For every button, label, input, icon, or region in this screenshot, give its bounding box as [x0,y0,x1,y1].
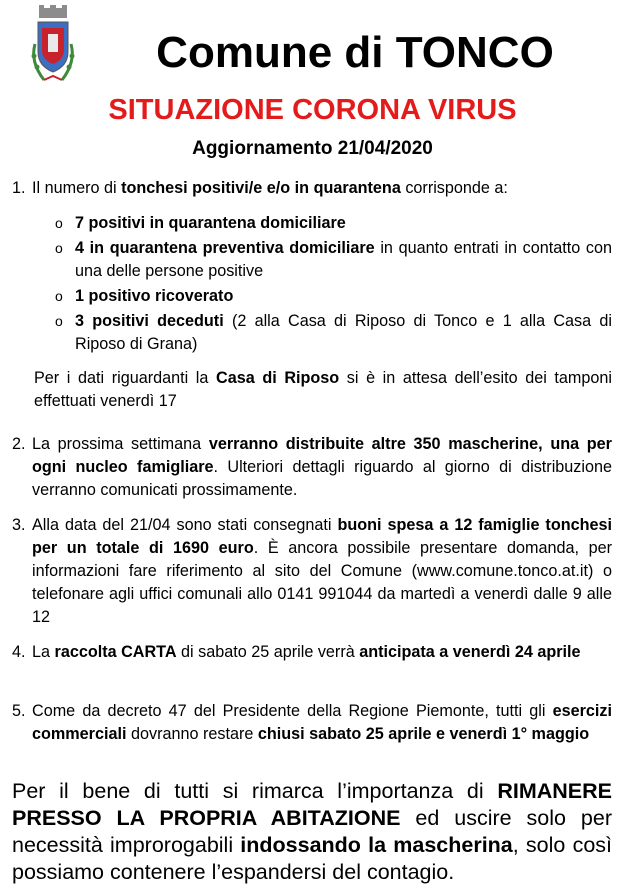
list-item-4 [12,641,612,664]
item-text: Alla data del 21/04 sono stati consegnati buoni spesa a 12 famiglie tonchesi per un totale di 1690 euro. È ancora possibile presentare domanda, per informazioni fare riferimento al sito del Comune (www.comune.tonco.at.it) o telefonare agli uffici comunali allo 0141 991044 da martedì a venerdì dalle 9 alle 12 [32,516,612,626]
positives-bullet-list [55,212,612,358]
update-date: Aggiornamento 21/04/2020 [192,138,433,159]
circle-bullet-icon: o [55,288,63,304]
list-item-2 [12,433,612,502]
item-number: 3. [12,516,26,534]
item-text: Il numero di tonchesi positivi/e e/o in quarantena corrisponde a: [32,179,508,197]
item-text: Come da decreto 47 del Presidente della Regione Piemonte, tutti gli esercizi commerciali dovranno restare chiusi sabato 25 aprile e venerdì 1° maggio [32,702,612,743]
item-number: 4. [12,643,26,661]
item-text: La prossima settimana verranno distribuite altre 350 mascherine, una per ogni nucleo famigliare. Ulteriori dettagli riguardo al giorno di distribuzione verranno comunicati prossimamente. [32,435,612,499]
closing-paragraph: Per il bene di tutti si rimarca l’importanza di RIMANERE PRESSO LA PROPRIA ABITAZIONE ed uscire solo per necessità improrogabili indossando la mascherina, solo così possiamo contenere l’espandersi del contagio. [12,779,612,884]
item-text: La raccolta CARTA di sabato 25 aprile verrà anticipata a venerdì 24 aprile [32,643,581,661]
circle-bullet-icon: o [55,313,63,329]
item-number: 5. [12,702,26,720]
bullet-item: o 4 in quarantena preventiva domiciliare in quanto entrati in contatto con una delle persone positive [55,239,612,280]
rest-home-note: Per i dati riguardanti la Casa di Riposo si è in attesa dell’esito dei tamponi effettuati venerdì 17 [34,369,612,410]
list-item-3 [12,514,612,629]
item-number: 1. [12,179,26,197]
bullet-item: o 3 positivi deceduti (2 alla Casa di Riposo di Tonco e 1 alla Casa di Riposo di Grana) [55,312,612,353]
circle-bullet-icon: o [55,240,63,256]
circle-bullet-icon: o [55,215,63,231]
item-number: 2. [12,435,26,453]
bullet-item: o 1 positivo ricoverato [55,285,612,308]
page-title: Comune di TONCO [156,28,554,77]
list-item-1 [12,177,612,200]
notice-subtitle: SITUAZIONE CORONA VIRUS [108,94,517,126]
bullet-item: o 7 positivi in quarantena domiciliare [55,212,612,235]
list-item-5 [12,700,612,746]
